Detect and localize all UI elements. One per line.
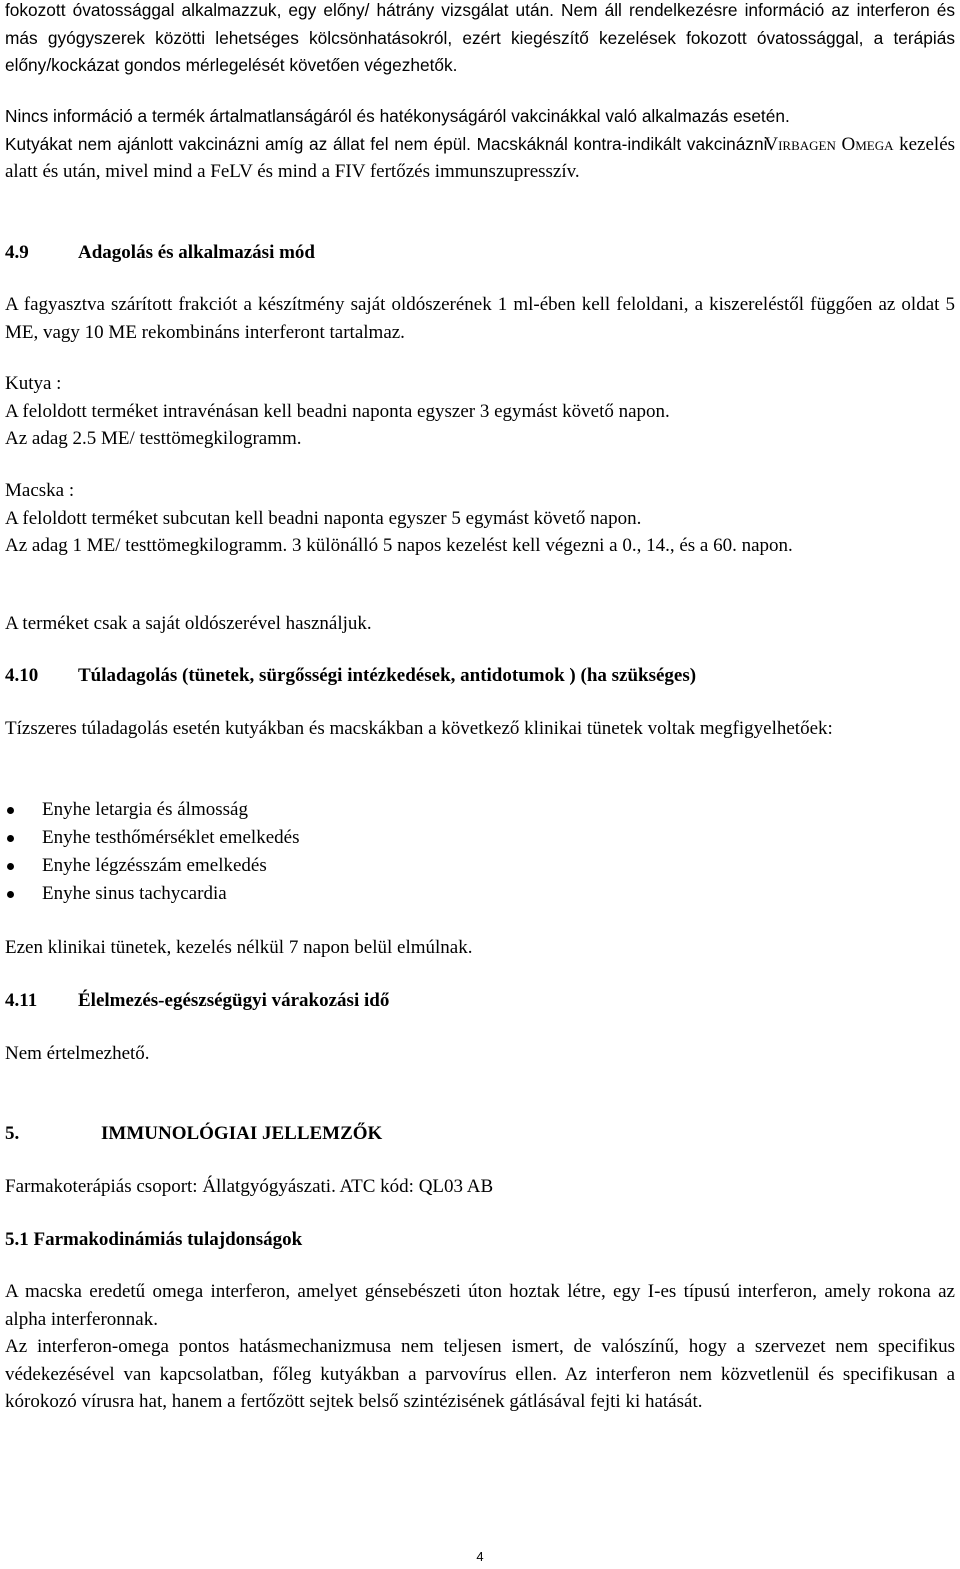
cat-label: Macska : [5,480,75,501]
section-4-9-heading [5,239,955,267]
dog-line-2: Az adag 2.5 ME/ testtömegkilogramm. [5,428,302,449]
section-4-9-paragraph: A fagyasztva szárított frakciót a készítmény saját oldószerének 1 ml-ében kell feloldani, a kiszereléstől függően az oldat 5 ME, vagy 10 ME rekombináns interferont tartalmaz. [5,294,955,343]
symptom-list [5,796,955,908]
vaccination-text-rest: kezelés alatt és után, mivel mind a FeLV és mind a FIV fertőzés immunszupresszív. [5,133,956,182]
vaccination-text-brand: Virbagen Omega [764,133,894,155]
bullet-icon [5,852,42,880]
solvent-note: A terméket csak a saját oldószerével használjuk. [5,613,372,634]
list-item [5,880,955,908]
section-5-1-heading: 5.1 Farmakodinámiás tulajdonságok [5,1229,303,1250]
section-4-11-heading [5,987,955,1015]
section-4-10-heading [5,662,955,690]
section-4-11-number: 4.11 [5,990,38,1011]
symptom-text: Enyhe sinus tachycardia [42,883,227,904]
section-4-9-title: Adagolás és alkalmazási mód [78,242,315,263]
section-5-title: IMMUNOLÓGIAI JELLEMZŐK [101,1123,383,1144]
section-5-number: 5. [5,1123,20,1144]
symptom-text: Enyhe légzésszám emelkedés [42,855,267,876]
section-5-1-paragraph-2: Az interferon-omega pontos hatásmechanizmusa nem teljesen ismert, de valószínű, hogy a szervezet nem specifikus védekezésével van kapcsolatban, főleg kutyákban a parvovírus ellen. Az interferon nem közvetlenül és specifikusan a kórokozó vírusra hat, hanem a fertőzött sejtek belső szintézisének gátlásával fejti ki hatását. [5,1336,955,1412]
section-4-10-title: Túladagolás (tünetek, sürgősségi intézkedések, antidotumok ) (ha szükséges) [78,665,697,686]
intro-paragraph: fokozott óvatossággal alkalmazzuk, egy előny/ hátrány vizsgálat után. Nem áll rendelkezésre információ az interferon és más gyógyszerek közötti lehetséges kölcsönhatásokról, ezért kiegészítő kezelések fokozott óvatossággal, a terápiás előny/kockázat gondos mérlegelését követően végezhetők. [5,0,955,75]
section-5-heading [5,1120,955,1148]
vaccination-line-1: Nincs információ a termék ártalmatlanságáról és hatékonyságáról vakcinákkal való alkalmazás esetén. [5,106,790,126]
list-item [5,824,955,852]
list-item [5,796,955,824]
section-5-1-paragraph-1: A macska eredetű omega interferon, amelyet génsebészeti úton hoztak létre, egy I-es típusú interferon, amely rokona az alpha interferonnak. [5,1281,955,1330]
section-4-10-outro: Ezen klinikai tünetek, kezelés nélkül 7 napon belül elmúlnak. [5,937,473,958]
section-4-11-text: Nem értelmezhető. [5,1043,150,1064]
section-5-text: Farmakoterápiás csoport: Állatgyógyászati. ATC kód: QL03 AB [5,1176,494,1197]
dog-dosage-block [5,370,955,453]
dog-line-1: A feloldott terméket intravénásan kell beadni naponta egyszer 3 egymást követő napon. [5,400,670,422]
bullet-icon [5,824,42,852]
list-item [5,852,955,880]
cat-dosage-block [5,477,955,560]
cat-line-2: Az adag 1 ME/ testtömegkilogramm. 3 különálló 5 napos kezelést kell végezni a 0., 14., és a 60. napon. [5,535,793,556]
cat-line-1: A feloldott terméket subcutan kell beadni naponta egyszer 5 egymást követő napon. [5,507,642,529]
symptom-text: Enyhe letargia és álmosság [42,799,248,820]
bullet-icon [5,796,42,824]
section-4-10-intro: Tízszeres túladagolás esetén kutyákban és macskákban a következő klinikai tünetek voltak megfigyelhetőek: [5,718,833,739]
vaccination-text-dogs: Kutyákat nem ajánlott vakcinázni amíg az állat fel nem épül. Macskáknál kontra-indikált vakcinázni [5,133,768,154]
dog-label: Kutya : [5,373,62,394]
section-4-9-number: 4.9 [5,242,29,263]
symptom-text: Enyhe testhőmérséklet emelkedés [42,827,300,848]
section-4-11-title: Élelmezés-egészségügyi várakozási idő [78,990,390,1011]
section-4-10-number: 4.10 [5,665,39,686]
vaccination-line-2 [5,131,955,186]
bullet-icon [5,880,42,908]
vaccination-paragraph [5,103,955,186]
page-number: 4 [476,1549,484,1564]
